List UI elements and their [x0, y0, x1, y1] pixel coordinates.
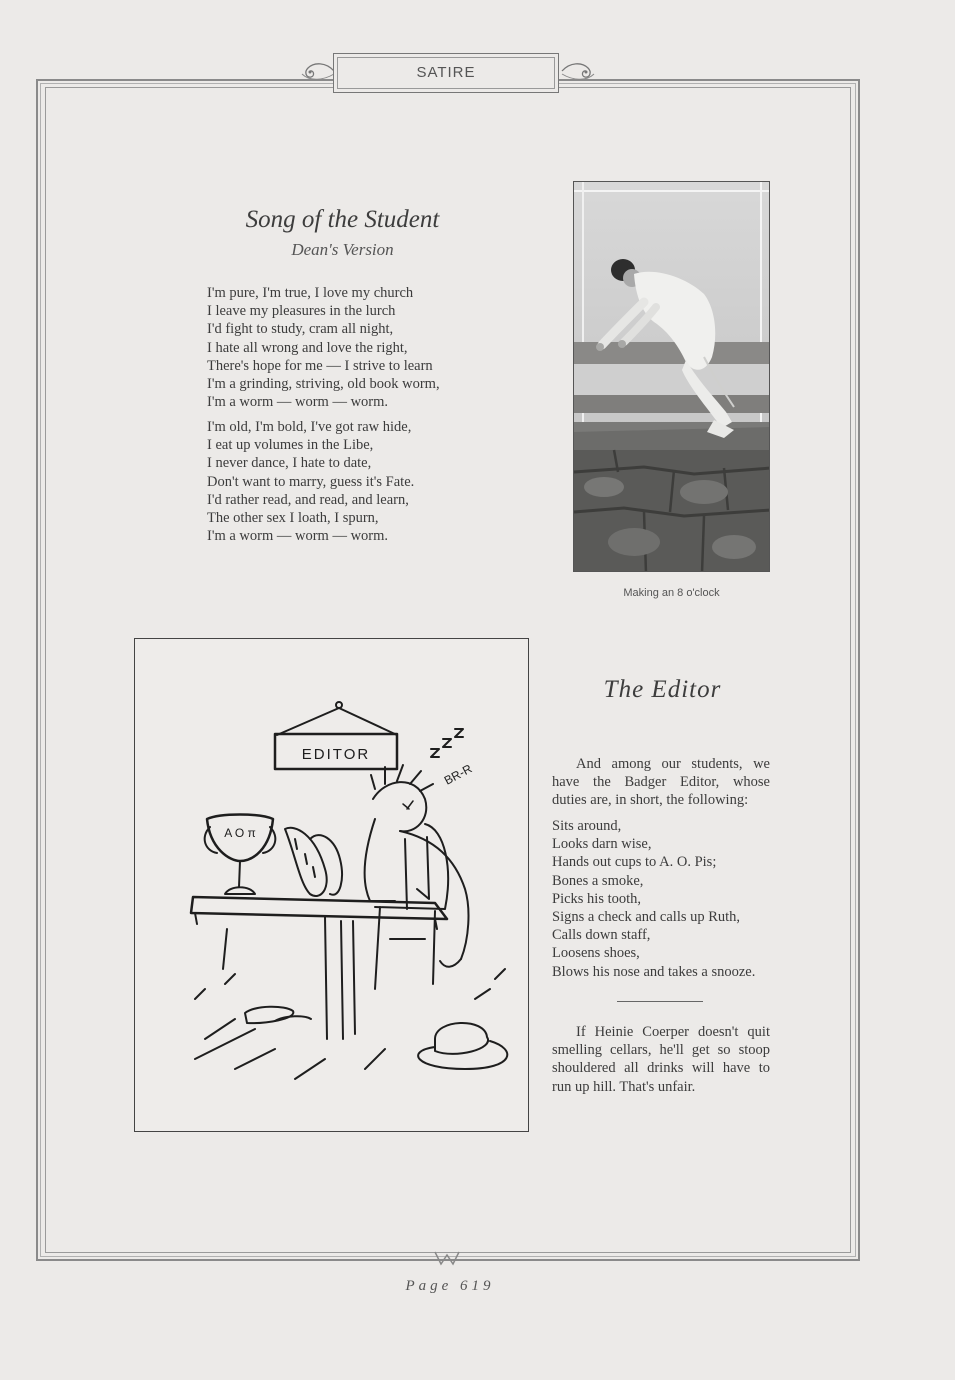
editor-intro-paragraph: [552, 755, 770, 810]
poem-line: I'm a worm — worm — worm.: [207, 394, 389, 411]
duty-line: Calls down staff,: [552, 927, 651, 944]
editor-duties-list: [552, 817, 782, 981]
joke-line: smelling cellars, he'll get so stoop: [552, 1042, 770, 1059]
poem-line: I'm pure, I'm true, I love my church: [207, 285, 414, 301]
duty-line: Loosens shoes,: [552, 945, 640, 962]
poem-line: I hate all wrong and love the right,: [207, 339, 408, 356]
cartoon-snore-text: BR-R: [441, 761, 475, 788]
poem-line: I'd rather read, and read, and learn,: [207, 491, 409, 508]
photo-illustration: [574, 182, 770, 572]
poem-stanza-2: [207, 418, 497, 545]
page-number: Page 619: [405, 1278, 495, 1294]
scroll-ornament-left-icon: [296, 58, 336, 84]
intro-line: duties are, in short, the following:: [552, 792, 749, 809]
poem-line: I'm old, I'm bold, I've got raw hide,: [207, 419, 412, 435]
duty-line: Hands out cups to A. O. Pis;: [552, 854, 717, 871]
intro-line: have the Badger Editor, whose: [552, 774, 770, 791]
cartoon-cup-text: A O π: [224, 826, 256, 840]
photo-student-climbing-fence: [573, 181, 770, 572]
duty-line: Blows his nose and takes a snooze.: [552, 963, 756, 980]
poem-title: Song of the Student: [245, 206, 440, 233]
section-divider: [617, 1001, 703, 1002]
editor-cartoon: [134, 638, 529, 1132]
poem-subtitle: Dean's Version: [291, 240, 394, 259]
poem-line: I eat up volumes in the Libe,: [207, 437, 374, 454]
duty-line: Looks darn wise,: [552, 836, 652, 853]
poem-line: I never dance, I hate to date,: [207, 455, 372, 472]
joke-paragraph: [552, 1023, 770, 1096]
joke-line: shouldered all drinks will have to: [552, 1060, 770, 1077]
editor-heading: The Editor: [603, 676, 722, 703]
joke-line: If Heinie Coerper doesn't quit: [576, 1024, 770, 1040]
poem-line: I'm a worm — worm — worm.: [207, 528, 389, 545]
editor-cartoon-drawing: [135, 639, 528, 1131]
duty-line: Bones a smoke,: [552, 872, 644, 889]
poem-line: I'd fight to study, cram all night,: [207, 321, 394, 338]
photo-caption: Making an 8 o'clock: [623, 587, 720, 599]
poem-stanza-1: [207, 284, 497, 411]
duty-line: Picks his tooth,: [552, 890, 642, 907]
duty-line: Sits around,: [552, 818, 622, 834]
duty-line: Signs a check and calls up Ruth,: [552, 909, 741, 926]
poem-line: There's hope for me — I strive to learn: [207, 357, 433, 374]
intro-line: And among our students, we: [576, 756, 770, 772]
joke-line: run up hill. That's unfair.: [552, 1078, 696, 1095]
section-label: SATIRE: [416, 64, 476, 81]
poem-line: I leave my pleasures in the lurch: [207, 303, 396, 320]
poem-line: The other sex I loath, I spurn,: [207, 510, 379, 527]
cartoon-sign-text: EDITOR: [301, 746, 371, 763]
poem-line: Don't want to marry, guess it's Fate.: [207, 473, 415, 490]
scroll-ornament-right-icon: [560, 58, 600, 84]
poem-line: I'm a grinding, striving, old book worm,: [207, 376, 440, 393]
w-ornament-icon: [432, 1248, 462, 1268]
